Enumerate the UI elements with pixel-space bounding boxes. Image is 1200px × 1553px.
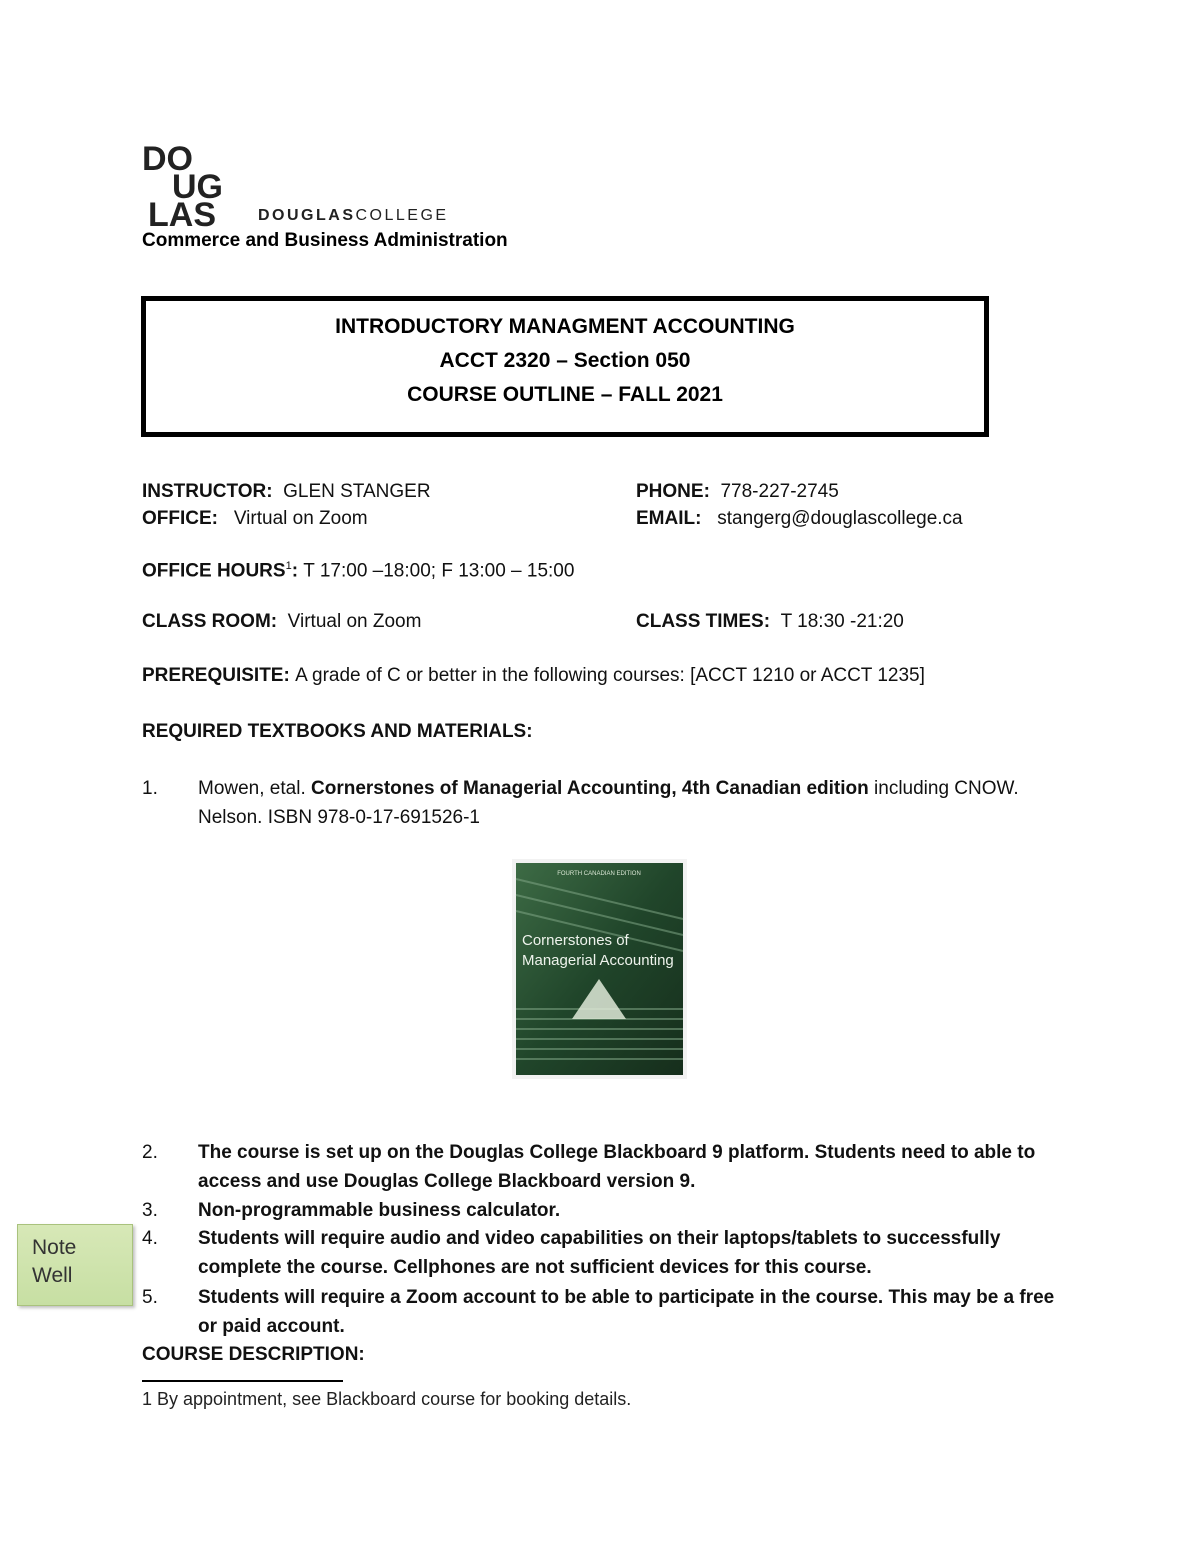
- office-hours-value: T 17:00 –18:00; F 13:00 – 15:00: [303, 560, 575, 582]
- class-times-value: T 18:30 -21:20: [780, 611, 904, 632]
- office-row: [142, 508, 368, 530]
- department-name: Commerce and Business Administration: [142, 230, 508, 251]
- office-hours-row: OFFICE HOURS$^1$: T 17:00 –18:00; F 13:00 – 15:00: [142, 560, 575, 582]
- item-1-text: [198, 774, 1038, 832]
- note-well-sticky[interactable]: [17, 1224, 133, 1306]
- instructor-row: [142, 481, 431, 503]
- item-5-number: 5.: [142, 1287, 158, 1308]
- item-1-author: Mowen, etal.: [198, 778, 311, 799]
- classroom-value: Virtual on Zoom: [287, 611, 422, 632]
- wordmark-douglas: DOUGLAS: [258, 207, 356, 224]
- phone-label: PHONE:: [636, 481, 710, 502]
- classroom-row: [142, 611, 421, 633]
- office-value: Virtual on Zoom: [233, 508, 368, 529]
- textbook-cover-image: [512, 859, 687, 1079]
- footnote: 1 By appointment, see Blackboard course for booking details.: [142, 1389, 632, 1409]
- email-label: EMAIL:: [636, 508, 702, 529]
- item-4-text: Students will require audio and video capabilities on their laptops/tablets to successfully complete the course. Cellphones are not sufficient devices for this course.: [198, 1228, 1001, 1278]
- prerequisite-row: [142, 665, 925, 687]
- item-3-text: Non-programmable business calculator.: [198, 1200, 561, 1221]
- office-label: OFFICE:: [142, 508, 218, 529]
- office-hours-label: OFFICE HOURS: [142, 560, 286, 582]
- footnote-ref: 1: [285, 560, 292, 572]
- item-4-number: 4.: [142, 1228, 158, 1249]
- logo-letters-las: LAS: [148, 196, 216, 228]
- cover-edition-label: FOURTH CANADIAN EDITION: [557, 871, 641, 877]
- textbooks-heading: REQUIRED TEXTBOOKS AND MATERIALS:: [142, 721, 533, 742]
- course-outline-term: COURSE OUTLINE – FALL 2021: [407, 383, 723, 406]
- item-3-number: 3.: [142, 1200, 158, 1221]
- douglas-college-logo-mark: [142, 140, 237, 228]
- footnote-separator: [142, 1380, 343, 1382]
- prerequisite-value: A grade of C or better in the following courses: [ACCT 1210 or ACCT 1235]: [295, 665, 925, 686]
- course-title: INTRODUCTORY MANAGMENT ACCOUNTING: [335, 315, 795, 338]
- logo-letters-ug: UG: [172, 168, 223, 206]
- prerequisite-label: PREREQUISITE:: [142, 665, 290, 686]
- item-1-details: including CNOW. Nelson. ISBN 978-0-17-691526-1: [198, 778, 1019, 828]
- college-wordmark: [258, 207, 449, 225]
- item-2-number: 2.: [142, 1142, 158, 1163]
- item-1-number: 1.: [142, 778, 158, 799]
- instructor-label: INSTRUCTOR:: [142, 481, 273, 502]
- note-line-2: Well: [32, 1264, 73, 1287]
- note-line-1: Note: [32, 1236, 77, 1259]
- phone-value: 778-227-2745: [720, 481, 839, 502]
- cover-title-line2: Managerial Accounting: [522, 952, 674, 969]
- instructor-value: GLEN STANGER: [283, 481, 431, 502]
- email-value[interactable]: stangerg@douglascollege.ca: [717, 508, 963, 529]
- classroom-label: CLASS ROOM:: [142, 611, 278, 632]
- note-text: [32, 1234, 76, 1290]
- wordmark-college: COLLEGE: [355, 207, 449, 224]
- course-code-section: ACCT 2320 – Section 050: [439, 349, 691, 372]
- item-5-text: Students will require a Zoom account to be able to participate in the course. This may be a free or paid account.: [198, 1287, 1055, 1337]
- item-2-text: The course is set up on the Douglas College Blackboard 9 platform. Students need to able to access and use Douglas College Blackboard version 9.: [198, 1142, 1036, 1192]
- class-times-row: [636, 611, 904, 633]
- item-1-book-title: Cornerstones of Managerial Accounting, 4th Canadian edition: [311, 778, 869, 799]
- phone-row: [636, 481, 839, 503]
- cover-title-line1: Cornerstones of: [522, 932, 629, 949]
- course-title-box: [141, 296, 989, 437]
- course-description-heading: COURSE DESCRIPTION:: [142, 1344, 365, 1365]
- class-times-label: CLASS TIMES:: [636, 611, 771, 632]
- logo-letters-do: DO: [142, 140, 193, 178]
- email-row: [636, 508, 963, 530]
